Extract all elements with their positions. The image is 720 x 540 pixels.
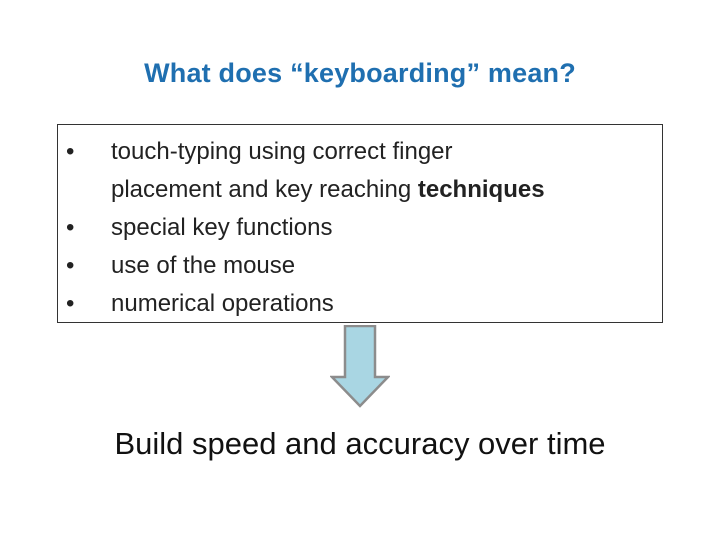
bullet-text: numerical operations — [111, 290, 334, 317]
bullet-text-prefix: placement and key reaching — [111, 176, 418, 203]
bullet-dot: • — [66, 252, 75, 279]
list-item — [58, 133, 545, 209]
bullet-dot: • — [66, 290, 75, 317]
bullet-list — [58, 133, 545, 323]
bullet-text: touch-typing using correct finger — [111, 138, 453, 165]
list-item — [58, 285, 545, 323]
definition-box — [57, 124, 663, 323]
bullet-text-bold: techniques — [417, 176, 545, 203]
bullet-dot: • — [66, 214, 75, 241]
list-item — [58, 247, 545, 285]
bullet-text: special key functions — [111, 214, 333, 241]
conclusion-text: Build speed and accuracy over time — [114, 426, 606, 461]
bullet-text: use of the mouse — [111, 252, 296, 279]
bullet-text-continued — [111, 171, 545, 209]
bullet-dot: • — [66, 138, 75, 165]
slide-title: What does “keyboarding” mean? — [144, 58, 576, 88]
down-arrow-icon — [330, 325, 390, 409]
list-item — [58, 209, 545, 247]
